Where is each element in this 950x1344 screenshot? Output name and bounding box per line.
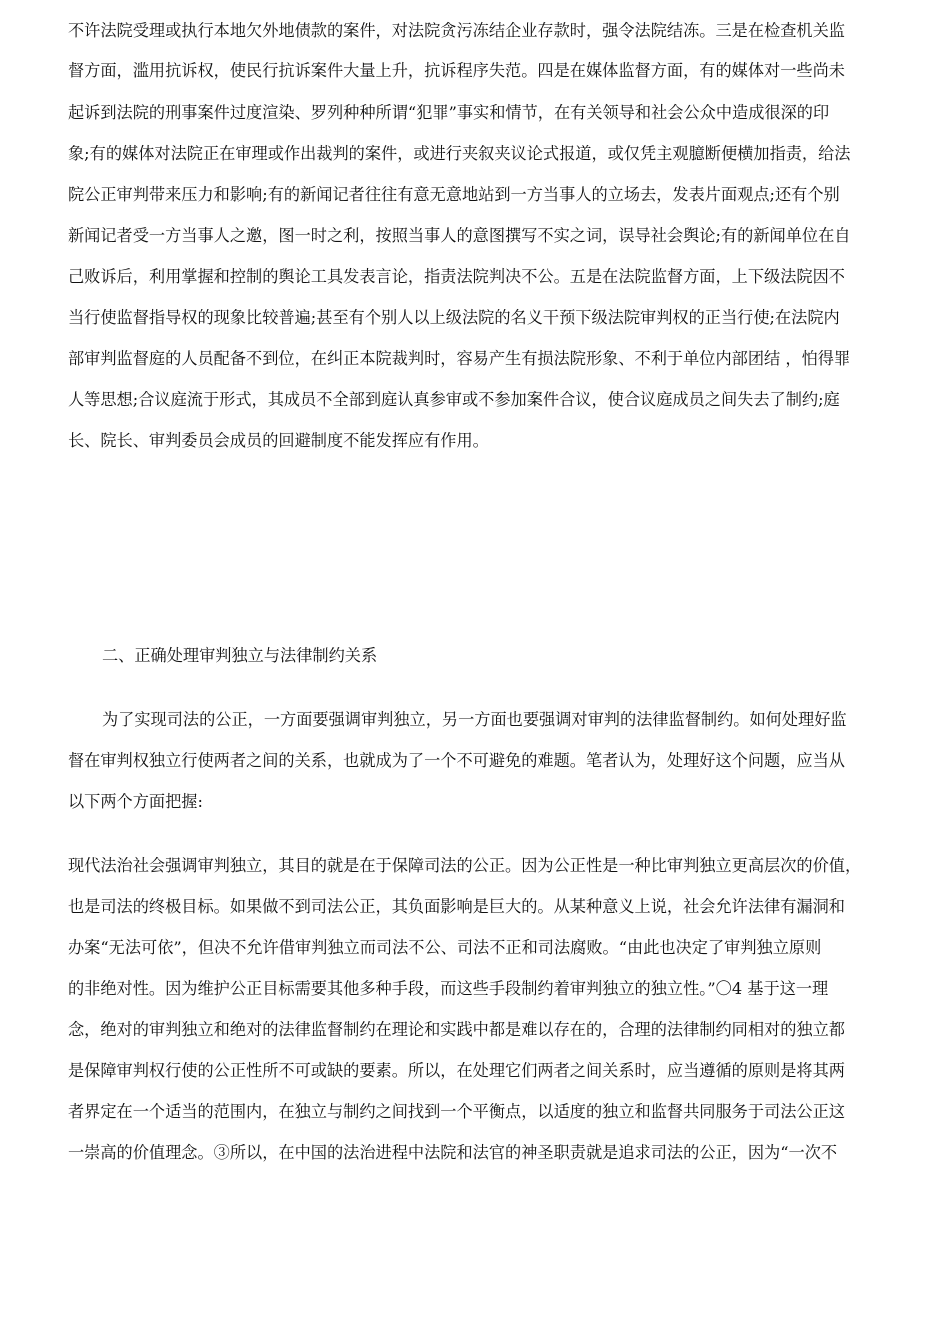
section-heading: 二、正确处理审判独立与法律制约关系 [102,646,378,665]
paragraph2-line: 督在审判权独立行使两者之间的关系，也就成为了一个不可避免的难题。笔者认为，处理好这个问题，应当从 [68,751,845,770]
paragraph3-line: 办案“无法可依”，但决不允许借审判独立而司法不公、司法不正和司法腐败。“由此也决定了审判独立原则 [68,938,822,957]
paragraph1-line: 己败诉后，利用掌握和控制的舆论工具发表言论，指责法院判决不公。五是在法院监督方面，上下级法院因不 [68,267,845,286]
paragraph2-line: 以下两个方面把握: [68,792,203,811]
paragraph1-line: 长、院长、审判委员会成员的回避制度不能发挥应有作用。 [68,431,489,450]
paragraph3-line: 是保障审判权行使的公正性所不可或缺的要素。所以，在处理它们两者之间关系时，应当遵循的原则是将其两 [68,1061,845,1080]
paragraph1-line: 新闻记者受一方当事人之邀，图一时之利，按照当事人的意图撰写不实之词，误导社会舆论;有的新闻单位在自 [68,226,851,245]
paragraph1-line: 象;有的媒体对法院正在审理或作出裁判的案件，或进行夹叙夹议论式报道，或仅凭主观臆断便横加指责，给法 [68,144,851,163]
paragraph1-line: 人等思想;合议庭流于形式，其成员不全部到庭认真参审或不参加案件合议，使合议庭成员之间失去了制约;庭 [68,390,840,409]
paragraph3-line: 现代法治社会强调审判独立，其目的就是在于保障司法的公正。因为公正性是一种比审判独立更高层次的价值， [68,856,862,875]
paragraph1-line: 起诉到法院的刑事案件过度渲染、罗列种种所谓“犯罪”事实和情节，在有关领导和社会公众中造成很深的印 [68,103,830,122]
paragraph3-line: 的非绝对性。因为维护公正目标需要其他多种手段，而这些手段制约着审判独立的独立性。”〇4 基于这一理 [68,979,829,998]
paragraph1-line: 部审判监督庭的人员配备不到位，在纠正本院裁判时，容易产生有损法院形象、不利于单位内部团结 ，怕得罪 [68,349,851,368]
paragraph1-line: 不许法院受理或执行本地欠外地债款的案件，对法院贪污冻结企业存款时，强令法院结冻。三是在检查机关监 [68,21,845,40]
paragraph3-line: 一崇高的价值理念。③所以，在中国的法治进程中法院和法官的神圣职责就是追求司法的公正，因为“一次不 [68,1143,838,1162]
paragraph3-line: 也是司法的终极目标。如果做不到司法公正，其负面影响是巨大的。从某种意义上说，社会允许法律有漏洞和 [68,897,845,916]
paragraph1-line: 督方面，滥用抗诉权，使民行抗诉案件大量上升，抗诉程序失范。四是在媒体监督方面，有的媒体对一些尚未 [68,61,845,80]
paragraph1-line: 当行使监督指导权的现象比较普遍;甚至有个别人以上级法院的名义干预下级法院审判权的正当行使;在法院内 [68,308,840,327]
paragraph2-line: 为了实现司法的公正，一方面要强调审判独立，另一方面也要强调对审判的法律监督制约。如何处理好监 [102,710,847,729]
paragraph3-line: 者界定在一个适当的范围内，在独立与制约之间找到一个平衡点，以适度的独立和监督共同服务于司法公正这 [68,1102,845,1121]
paragraph1-line: 院公正审判带来压力和影响;有的新闻记者往往有意无意地站到一方当事人的立场去，发表片面观点;还有个别 [68,185,840,204]
paragraph3-line: 念，绝对的审判独立和绝对的法律监督制约在理论和实践中都是难以存在的，合理的法律制约同相对的独立都 [68,1020,845,1039]
